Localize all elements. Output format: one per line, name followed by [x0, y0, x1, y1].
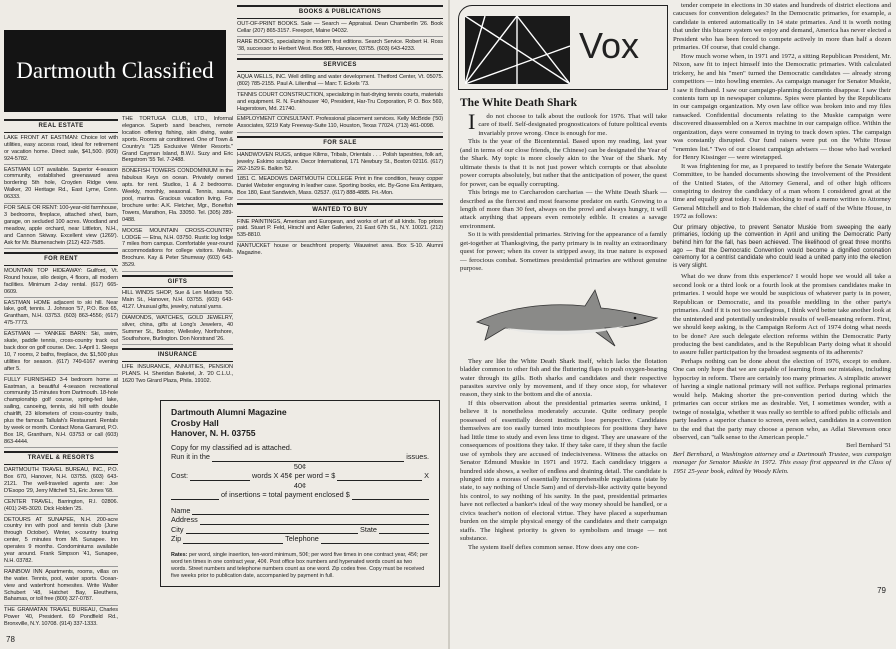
article-paragraph: What do we draw from this experience? I would hope we would all take a second look or a third look or a fourth look at the promises candidates make in primaries. I would hope we would be suspicious of whatever party is in power, Republican or Democratic, and its possible meddling in the other party's primaries. And if it is not too sacrilegious, I think we'd better take another look at the unintended and potentially undesirable results of well-meaning reform. First, we should keep asking, is the Campaign Reform Act of 1974 doing what needs to be done? Are such delegate election reforms within the Democratic Party producing the best candidates, and is the Republican Party doing what it should to assure fuller participation by the broadest segments of its adherents? [673, 273, 891, 357]
article-column-2 [673, 2, 891, 476]
article-paragraph: tender compete in elections in 30 states and hundreds of district elections and caucuses for convention delegates? In the Democratic primaries, for example, a candidate is entered automatically in 14 state primaries. And it is worth noting that under this bizarre system we enjoy and demand, America has never elected a President who has been forced to compete actively in more than half a dozen primaries. Of course, that could change. [673, 2, 891, 52]
coupon-address-3: Hanover, N. H. 03755 [171, 428, 256, 438]
total-field[interactable] [352, 492, 429, 500]
rates-label: Rates: [171, 551, 188, 558]
telephone-label: Telephone [285, 534, 319, 543]
rates-text [171, 552, 429, 580]
times-label: X [424, 471, 429, 480]
page-number-right: 79 [877, 586, 886, 595]
classified-column-2 [122, 116, 233, 388]
classified-ad: MOUNTAIN TOP HIDEAWAY: Guilford, Vt. Round house, silo design, 4 floors, all modern facilities. Minimum 2-day rental. (617) 665-0609. [4, 268, 118, 298]
classified-ad: FOR SALE OR RENT: 100-year-old farmhouse, 3 bedrooms, fireplace, attached shed, barn, garage, on secluded 100 acres. Woodland and meadow, apple orchard, near Littleton, N.H., and Cannon Skiway. Excellent view (1269'). Ask for Mr. Blumenschein (212) 422-7585. [4, 205, 118, 249]
article-paragraph: Perhaps nothing can be done about the election of 1976, except to endure. One can only hope that we are capable of learning from our mistakes, including hypocrisy in reform. There are certainly too many primaries. A simplistic answer of having a single national primary will not suffice. Perhaps regional primaries would help. Making shorter the pre-convention period during which the primaries can occur strikes me as desirable. Yet, I sometimes wonder, with a twinge of nostalgia, whether it was really so terrible to afford public officials and party leaders a superior chance to screen, even select, candidates in a convention to the end that the party may choose a person who, as Adlai Stevenson once observed, can "talk sense to the American people." [673, 357, 891, 441]
zip-label: Zip [171, 534, 182, 543]
classified-ad: NANTUCKET house or beachfront property. Wauwinet area. Box S-10. Alumni Magazine. [237, 243, 443, 257]
classified-ad: DARTMOUTH TRAVEL BUREAU, INC., P.O. Box 670, Hanover, N.H. 03755. (603) 643-2121. The well-traveled agents are: Joe D'Esopo '29, Jerry Mitchell '51, Eric Jones '68. [4, 467, 118, 497]
classified-ad: THE TORTUGA CLUB, LTD., Informal elegance. Superb sand beaches, remote location offering fishing, skin diving, water sports. Rooms air conditioned. One of Town & Country's "125 Exclusive Winter Resorts." Grand Cayman Island, B.W.I. Suzy and Eric Bergstrom '55 Tel. 7-2488. [122, 116, 233, 167]
classified-ad: FULLY FURNISHED 3-4 bedroom home at Eastman, a beautiful 4-season recreational community 15 minutes from Dartmouth. 18-hole championship golf course, spring-fed lake, sailing, canoeing, tennis, ski hill with double chairlift, 23 kilometers of cross-country trails, plus the famous Tallulah's Restaurant. Rentals by week or month. Contact Mona Garrand, P.O. Box 1R, Grantham, N.H. 03753 or call (603) 863-4444. [4, 377, 118, 449]
issues-label: issues. [406, 452, 429, 461]
address-label: Address [171, 515, 198, 524]
name-label: Name [171, 505, 191, 515]
cost-label: Cost: [171, 471, 189, 480]
classified-ad: EASTMAN LOT available. Superior 4-season community, established greenaward area bordering 5th hole, Croyden Ridge view. Walker, 20 Heritage Rd., East Lyme, Conn. 06333. [4, 167, 118, 204]
classified-column-3 [237, 2, 443, 260]
classified-ad: BONEFISH TOWERS CONDOMINIUM in the fabulous Keys on ocean. Privately owned apts. for rent. Studios, 1 & 2 bedrooms. Weekly, monthly, seasonal. Tennis, sauna, pool, marina. Gracious vacation living. For brochure write: A.K. Fletcher, Mgr., Bonefish Towers, Marathon, Fla. 33050. Tel. (305) 289-0488. [122, 168, 233, 226]
article-paragraph: Ido not choose to talk about the outlook for 1976. That will take care of itself. Self-designated prognosticators of future political events invariably prove wrong. Once is enough for me. [468, 109, 667, 137]
telephone-field[interactable] [321, 536, 429, 544]
classified-ad: AQUA WELLS, INC. Well drilling and water development. Thetford Center, Vt. 05075. (802) 785-2155. Paul A. Lilienthal — Marc T. Eckels '73. [237, 74, 443, 90]
price-45: 45¢ per word = $ [280, 471, 336, 480]
price-40: 40¢ [293, 480, 307, 490]
city-label: City [171, 524, 184, 534]
classified-ad: EMPLOYMENT CONSULTANT. Professional placement services. Kelly McBride ('50) Associates, 9219 Katy Freeway-Suite 110, Houston, Texas 77024. (713) 461-0098. [237, 116, 443, 132]
classified-ad: 1851 C. MEADOWS DARTMOUTH COLLEGE Print in fine condition, heavy copper Daniel Webster engraving in leather case. Sporting books, etc. By-Gone Era Antiques, Box 180, East Sandwich, Mass. 02537. (617) 888-4885. Fri.-Mon. [237, 176, 443, 199]
classified-ad: LAKE FRONT AT EASTMAN: Choice lot with utilities, easy access road, ideal for retirement or vacation home. Direct sale, $41,500. (609) 924-5782. [4, 135, 118, 165]
right-page-vox [450, 0, 896, 649]
author-signature: Berl Bernhard '51 [846, 442, 891, 450]
classified-ad: LIFE INSURANCE, ANNUITIES, PENSION PLANS. H. Sheridan Baketel, Jr. '20 C.L.U., 1620 Two Girard Plaza, Phila. 19102. [122, 364, 233, 384]
state-label: State [359, 524, 377, 534]
rates-body: per word, single insertion, ten-word minimum, 50¢; per word five times in one contract year, 45¢; per word ten times in one contract year, 40¢. Post office box numbers and hypenated words count as two words. Street numbers and telephone numbers count as one word. Zip codes free. Copy must be received five weeks prior to publication date, accompanied by payment in full. [171, 551, 428, 579]
article-paragraph: Our primary objective, to prevent Senator Muskie from sweeping the early primaries, locking up the convention in April and uniting the Democratic Party behind him for the fall, has been achieved. The likelihood of great three months ago — that the Democratic Convention would become a dignified coronation ceremony for a centrist candidate who could lead a united party into the election is very slight. [673, 224, 891, 269]
order-coupon [160, 400, 440, 587]
words-label: words X [252, 471, 279, 480]
classified-ad: HILL WINDS SHOP, Sue & Len Matless '50. Main St., Hanover, N.H. 03755. (603) 643-4127. Unusual gifts, jewelry, natural yarns. [122, 290, 233, 313]
article-paragraph: This is the year of the Bicentennial. Based upon my reading, last year (and in terms of our close friends, the Chinese) can be designated the Year of the Shark. My topic is more closely akin to the Year of the Shark. My ultimate thesis is that it is not just power which corrupts or that absolute power corrupts absolutely, but rather that the anticipation of power, the quest for power, can be equally corrupting. [460, 138, 667, 188]
section-heading: FOR SALE [237, 136, 443, 150]
classified-ad: TENNIS COURT CONSTRUCTION, specializing in fast-drying tennis courts, materials and equipment. R. N. Funkhouser '40, President, Har-Tru Corporation, P. O. Box 569, Hagerstown, Md. 21740. [237, 92, 443, 115]
coupon-copy-line: Copy for my classified ad is attached. [171, 442, 292, 452]
insertions-label: of insertions = total payment enclosed $ [221, 490, 350, 499]
article-title: The White Death Shark [460, 97, 578, 109]
classified-ad: DIAMONDS, WATCHES, GOLD JEWELRY, silver, china, gifts at Long's Jewelers, 40 Summer St., Boston; Wellesley, Northshore, Southshore, Burlington. Don Norstrand '26. [122, 315, 233, 345]
classified-ad: EASTMAN HOME adjacent to ski hill. Near lake, golf, tennis. J. Johnson '57, P.O. Box 65, Grantham, N.H. 03753. (603) 863-4556; (617) 475-7773. [4, 300, 118, 330]
coupon-address-2: Crosby Hall [171, 417, 219, 428]
section-heading: BOOKS & PUBLICATIONS [237, 5, 443, 19]
article-paragraph: They are like the White Death Shark itself, which lacks the flotation bladder common to other fish and the fluttering flaps to push oxygen-bearing water through its gills. Both sharks and candidates and their respective parasites survive only by movement, and if they once stop, for whatever reason, they sink to the bottom and die of anoxia. [460, 357, 667, 399]
classified-masthead: Dartmouth Classified [4, 30, 226, 112]
vox-logo [458, 5, 668, 90]
article-paragraph: This brings me to Carcharodon carcharias — the White Death Shark — described as the fiercest and most fearsome predator on earth. Growing to a length of more than 30 feet, always on the prowl and always hungry, it will attack anything that appears even remotely edible. It creates a savage environment. [460, 189, 667, 230]
article-paragraph: If this observation about the presidential primaries seems unkind, I believe it is nonetheless moderately accurate. Quite ordinary people possessed of essentially decent instincts lose perspective. Candidates themselves are too easily turned into mouthpieces for positions they have had little time to study and even less time to digest. They are unaware of the consequences of positions they take. If they take care, if they shun the facile use of symbols they are accused of indecisiveness. Witness the attacks on Senator Edmund Muskie in 1971 and 1972. Each candidacy triggers a hundred side shows, a welter of endless and draining detail. The candidate is plunged into a morass of essentially incomprehensible regulations (state by state, to say nothing of Uncle Sam) and of dervish-like activity quite beyond his control, to say nothing of his sanity. In the past, presidential primaries have not reflected a banker's ideal of the way money should be handled, or a civics teacher's notion of electoral virtue. They have placed a superhuman burden on the simple physical energy of the candidates and their campaign staffs. The highest priority is given to symbolism and image — not substance. [460, 399, 667, 543]
classified-column-1 [4, 116, 118, 631]
insertions-field[interactable] [171, 492, 219, 500]
name-field[interactable] [192, 507, 429, 515]
state-field[interactable] [379, 526, 429, 534]
shark-illustration [475, 288, 660, 350]
vox-logo-graphic [465, 16, 570, 84]
author-bio: Berl Bernhard, a Washington attorney and a Dartmouth Trustee, was campaign manager for Senator Muskie in 1972. This essay first appeared in the Class of 1951 25-year book, edited by Woody Klein. [673, 450, 891, 475]
classified-ad: DETOURS AT SUNAPEE, N.H. 200-acre country inn with pool and tennis club (June through October). Winter, x-country touring center, 5 minutes from Mt. Sunapee. Inn operates 9 months. Condominiums available year around. Frank Simpson '41, Sunapee, N.H. 03782. [4, 517, 118, 568]
section-heading: TRAVEL & RESORTS [4, 451, 118, 465]
classified-ad: RAINBOW INN Apartments, rooms, villas on the water. Tennis, pool, water sports. Ocean-view and waterfront homesites. Write Walter Schubert '48, Hatchet Bay, Eleuthera, Bahamas, or toll free (800) 327-0787. [4, 569, 118, 606]
run-it-label: Run it in the [171, 452, 210, 461]
zip-field[interactable] [183, 536, 283, 544]
classified-ad: EASTMAN — YANKEE BARN: Ski, swim, skate, paddle tennis, cross-country track out back door on golf course. Dec. 1-April 1. Sleeps 10, 7 rooms, 2 baths, fireplace, dw. $1,500 plus utilities for season. (617) 749-6167 evening after 5. [4, 331, 118, 375]
article-paragraph: The system itself defies common sense. How does any one con- [468, 543, 640, 551]
section-heading: GIFTS [122, 275, 233, 289]
section-heading: WANTED TO BUY [237, 203, 443, 217]
word-count-field[interactable] [190, 473, 250, 481]
issues-field[interactable] [212, 454, 404, 462]
address-field[interactable] [200, 517, 429, 525]
classified-ad: CENTER TRAVEL, Barrington, R.I. 02806. (401) 245-3020. Dick Holden '25. [4, 499, 118, 515]
classified-ad: HANDWOVEN RUGS, antique Kilims, Tribals, Orientals . . . Polish tapestries, folk art, jewelry. Eskimo sculpture. Decor International, 171 Newbury St., Boston 02116. (617) 262-1529 E. Balkin '52. [237, 152, 443, 175]
price-50: 50¢ [293, 461, 307, 471]
classified-ad: RARE BOOKS, specializing in modern first editions. Search Service. Robert H. Ross '38, successor to Herbert West. Box 985, Hanover, 03755. (603) 643-4233. [237, 39, 443, 55]
city-field[interactable] [186, 526, 358, 534]
amount-field[interactable] [337, 473, 422, 481]
article-paragraph: It was frightening for me, as I prepared to testify before the Senate Watergate Committee, to be handed documents showing the involvement of the President of the United States, of the Attorney General, and of other high officers conspiring to destroy the candidacy of a man whom I considered great at the time and equally great today. It was shocking to read a memo written to Attorney General Mitchell and to Bob Haldeman, the chief of staff of the White House, in 1972 as follows: [673, 162, 891, 221]
classified-ad: OUT-OF-PRINT BOOKS. Sale — Search — Appraisal. Dean Chamberlin '26. Book Cellar (207) 865-3157. Freeport, Maine 04032. [237, 21, 443, 37]
section-heading: FOR RENT [4, 252, 118, 266]
page-number-left: 78 [6, 635, 15, 644]
article-paragraph: So it is with presidential primaries. Striving for the appearance of a family get-together at Thanksgiving, the party primary is in reality an extraordinary quest for power; when its cover is stripped away, its true nature is exposed — ferocious combat. Sometimes presidential primaries are without genuine purpose. [460, 231, 667, 273]
section-heading: INSURANCE [122, 348, 233, 362]
section-heading: SERVICES [237, 58, 443, 72]
classified-ad: MOOSE MOUNTAIN CROSS-COUNTRY LODGE — Etna, N.H. 03750. Rustic log lodge 7 miles from campus. Comfortable year-round accommodations for college visitors. Meals. Brochure. Kay & Peter Shumway (603) 643-3529. [122, 228, 233, 272]
classified-ad: FINE PAINTINGS, American and European, and works of art of all kinds. Top prices paid. Stuart P. Feld, Hirschl and Adler Galleries, 21 East 67th St., N.Y. 10021. (212) 535-8810. [237, 219, 443, 242]
section-heading: REAL ESTATE [4, 119, 118, 133]
coupon-address-1: Dartmouth Alumni Magazine [171, 407, 287, 417]
article-column-1 [460, 109, 667, 552]
classified-ad: THE GRAMATAN TRAVEL BUREAU, Charles Power '40, President. 69 Pondfield Rd., Bronxville, N.Y. 10708. (914) 337-1333. [4, 607, 118, 628]
vox-logo-word: Vox [579, 25, 640, 66]
article-paragraph: How much worse when, in 1971 and 1972, a sitting Republican President, Mr. Nixon, saw fit to inject himself into the Democratic primaries. With calculated trickery, he and his "men" turned the Democratic candidates — already strong competitors — into howling enemies. As campaign manager for Senator Muskie, I saw it firsthand. I saw our campaign-planning documents disappear. I saw their contents turn up in newspaper columns. Spies were planted by the Republicans in our campaign organization. My own law office was broken into and my files ransacked. Confidential documents relating to the Muskie campaign were discovered disassembled on a Xerox machine in our campaign office. Within the organization, days were consumed in trying to track down spies. The campaign was constantly disrupted. Our fund raisers were put on the White House "enemies list." Two of our closest campaign advisers — those who had worked for Henry Kissinger — were wiretapped. [673, 52, 891, 162]
